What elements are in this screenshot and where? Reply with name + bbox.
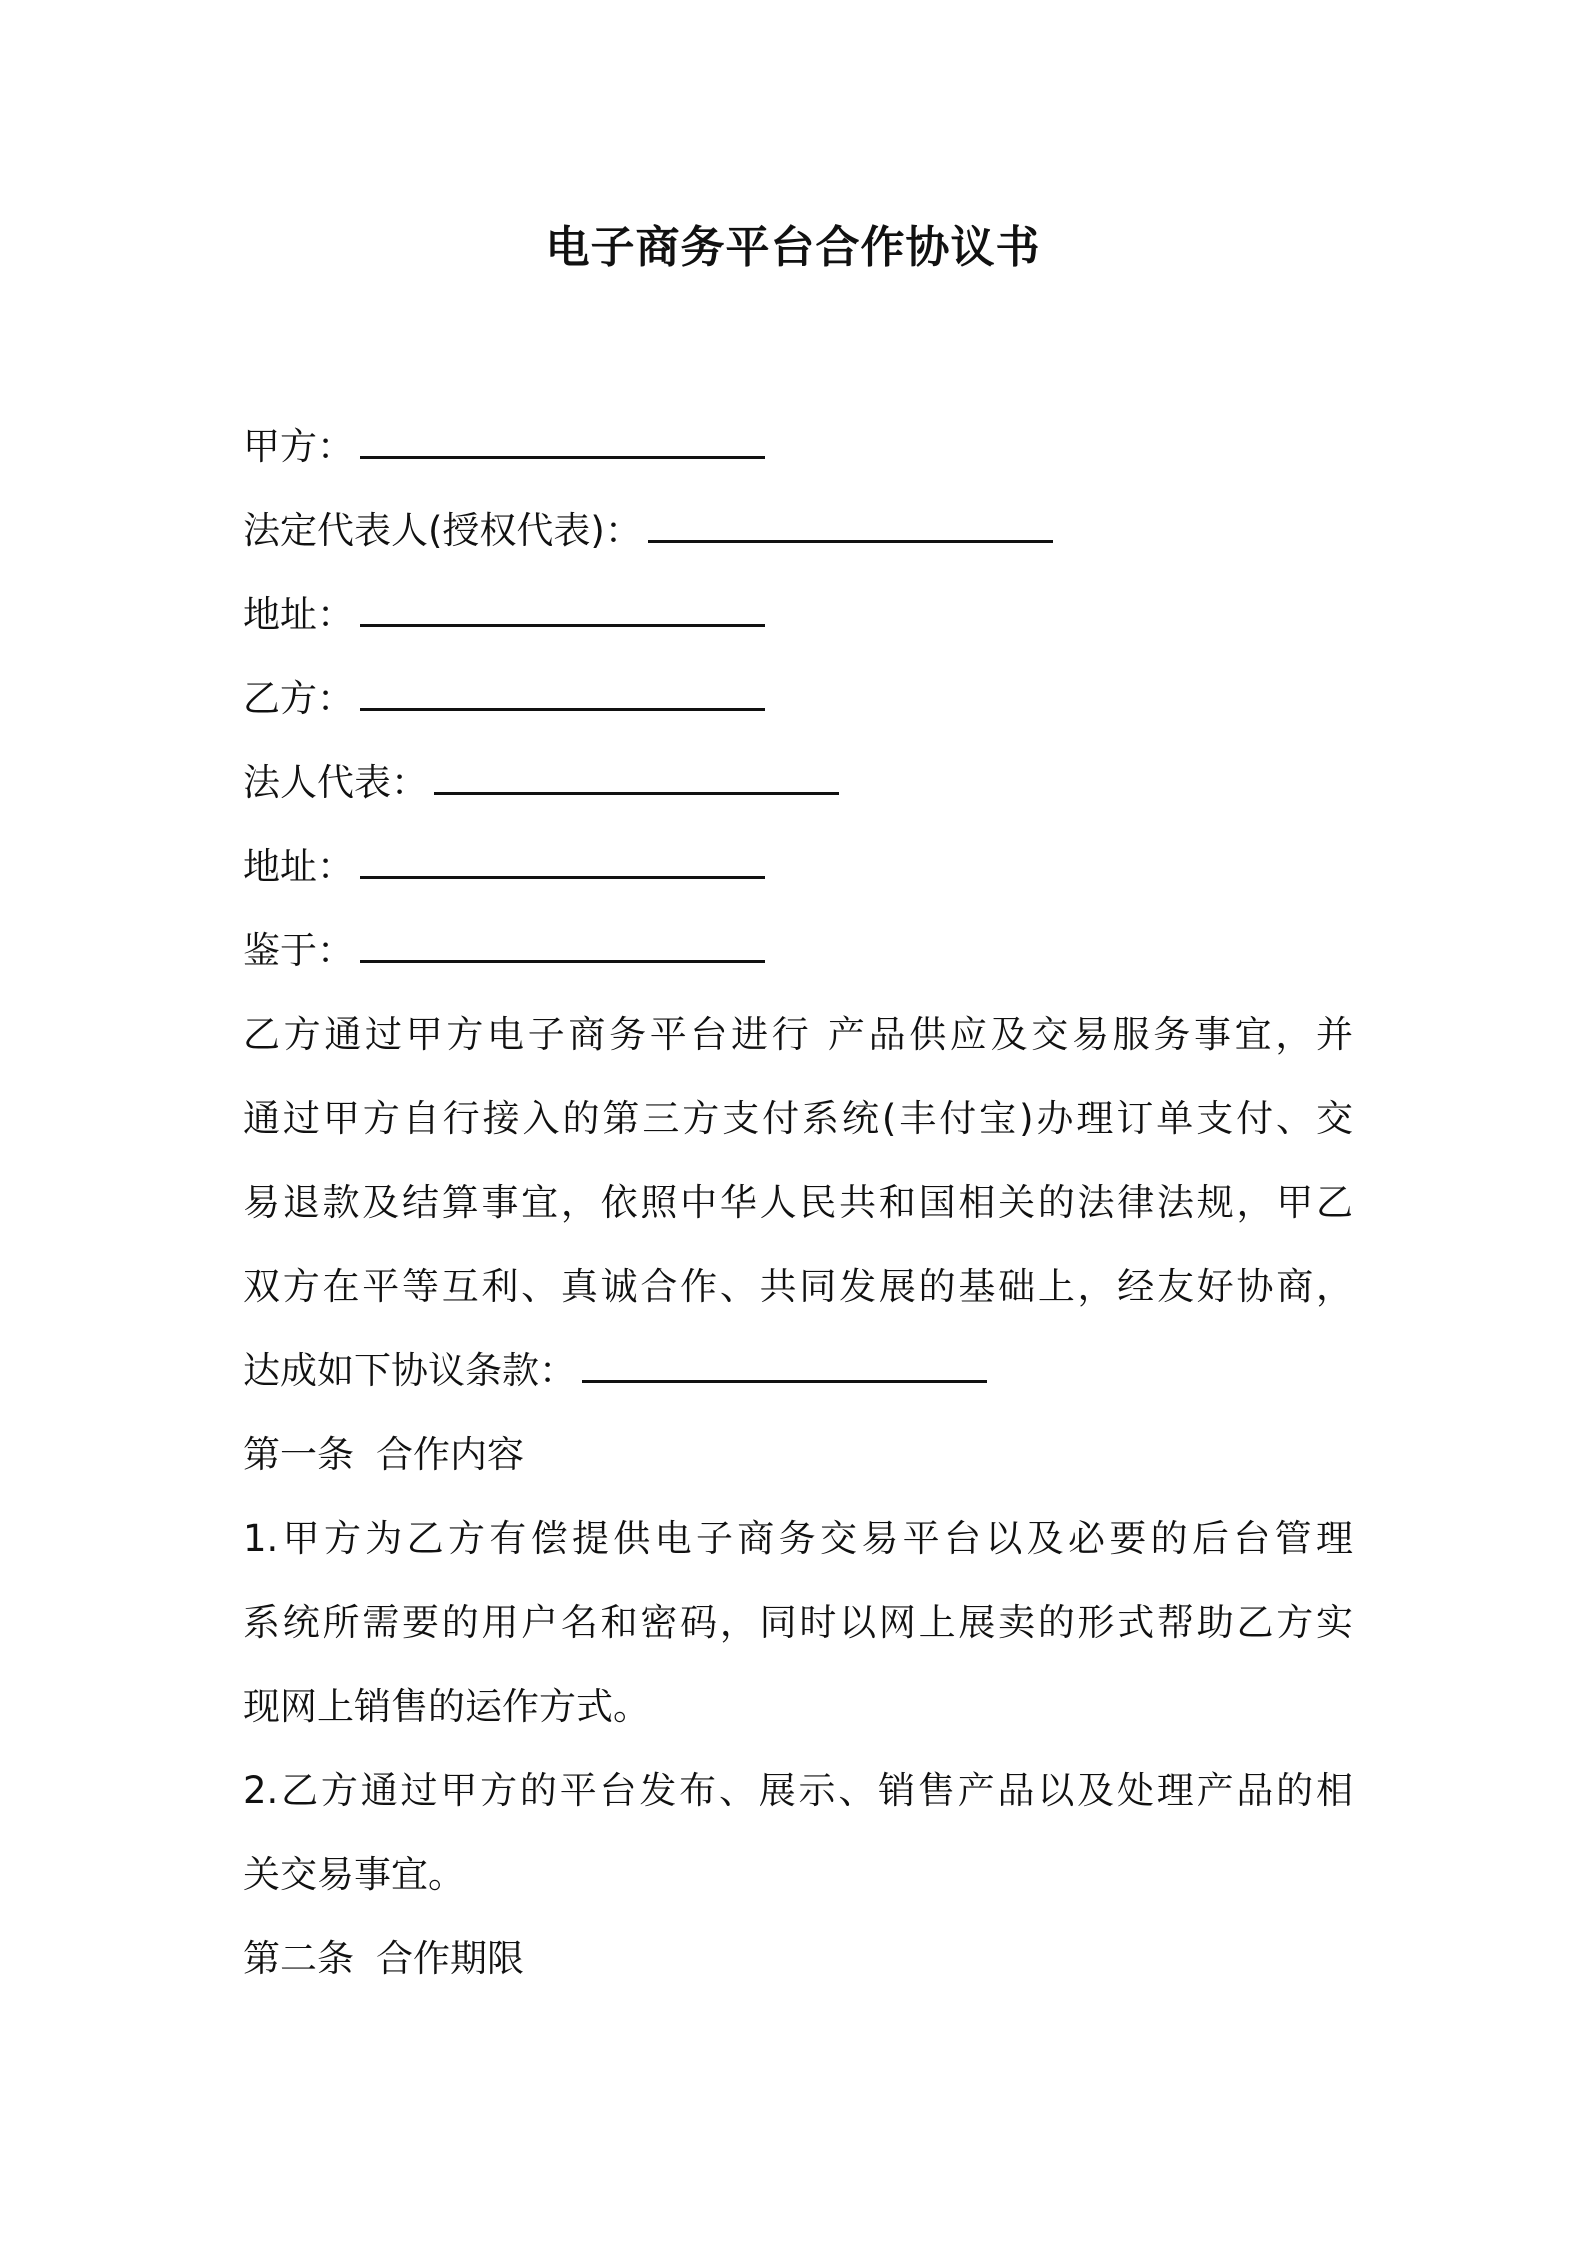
- whereas-label: 鉴于：: [243, 929, 354, 972]
- article-2-title: 合作期限: [376, 1937, 524, 1980]
- party-b-address-label: 地址：: [243, 845, 354, 888]
- article-1-item-1-line: 1.甲方为乙方有偿提供电子商务交易平台以及必要的后台管理: [243, 1517, 1353, 1560]
- legal-representative-label: 法定代表人(授权代表)：: [243, 509, 642, 552]
- document-title: 电子商务平台合作协议书: [545, 222, 1041, 273]
- document-body: [243, 405, 1353, 2001]
- preamble-line: 乙方通过甲方电子商务平台进行 产品供应及交易服务事宜，并: [243, 1013, 1353, 1056]
- corporate-representative-label: 法人代表：: [243, 761, 428, 804]
- article-2-number: 第二条: [243, 1937, 354, 1980]
- article-1-title: 合作内容: [376, 1433, 524, 1476]
- agreement-terms-blank[interactable]: [582, 1348, 987, 1383]
- article-2-heading: [243, 1917, 1353, 2001]
- whereas-field: [243, 909, 1353, 993]
- preamble-line: 通过甲方自行接入的第三方支付系统(丰付宝)办理订单支付、交: [243, 1097, 1353, 1140]
- article-1-item-1-line: 系统所需要的用户名和密码，同时以网上展卖的形式帮助乙方实: [243, 1601, 1353, 1644]
- party-b-label: 乙方：: [243, 677, 354, 720]
- preamble-line: 双方在平等互利、真诚合作、共同发展的基础上，经友好协商，: [243, 1265, 1353, 1308]
- article-1-item-2-last-line: 关交易事宜。: [243, 1853, 465, 1896]
- whereas-blank[interactable]: [360, 928, 765, 963]
- party-a-address-label: 地址：: [243, 593, 354, 636]
- article-1-number: 第一条: [243, 1433, 354, 1476]
- preamble-line: 易退款及结算事宜，依照中华人民共和国相关的法律法规，甲乙: [243, 1181, 1353, 1224]
- legal-representative-blank[interactable]: [648, 508, 1053, 543]
- legal-representative-field: [243, 489, 1353, 573]
- party-a-address-field: [243, 573, 1353, 657]
- party-b-address-blank[interactable]: [360, 844, 765, 879]
- preamble-last-line: [243, 1329, 1353, 1413]
- corporate-representative-field: [243, 741, 1353, 825]
- article-1-heading: [243, 1413, 1353, 1497]
- party-a-field: [243, 405, 1353, 489]
- party-a-blank[interactable]: [360, 424, 765, 459]
- party-b-address-field: [243, 825, 1353, 909]
- article-1-item-2-line: 2.乙方通过甲方的平台发布、展示、销售产品以及处理产品的相: [243, 1769, 1353, 1812]
- corporate-representative-blank[interactable]: [434, 760, 839, 795]
- party-a-label: 甲方：: [243, 425, 354, 468]
- party-a-address-blank[interactable]: [360, 592, 765, 627]
- party-b-blank[interactable]: [360, 676, 765, 711]
- agreement-terms-label: 达成如下协议条款：: [243, 1349, 576, 1392]
- party-b-field: [243, 657, 1353, 741]
- article-1-item-1-last-line: 现网上销售的运作方式。: [243, 1685, 650, 1728]
